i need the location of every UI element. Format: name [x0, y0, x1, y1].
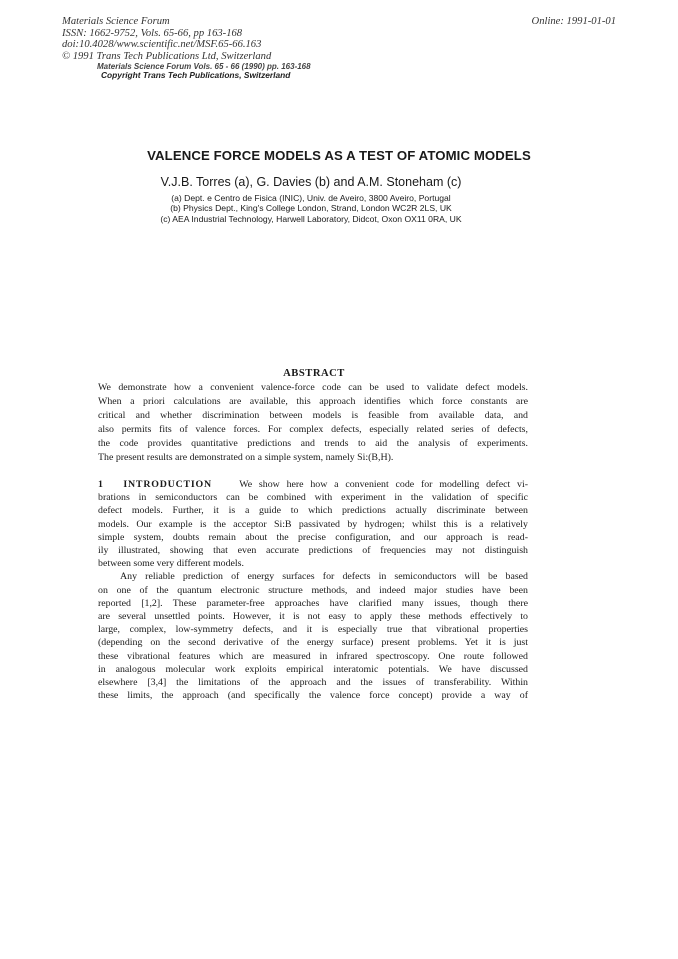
- paragraph-line: reported [1,2]. These parameter-free approaches have clarified many issues, though there: [98, 597, 528, 609]
- journal-strip: Materials Science Forum Vols. 65 - 66 (1990) pp. 163-168: [97, 62, 311, 71]
- introduction-line: brations in semiconductors can be combined with experiment in the validation of specific: [98, 492, 528, 504]
- introduction-section: [98, 478, 528, 702]
- publication-line: ISSN: 1662-9752, Vols. 65-66, pp 163-168: [62, 27, 243, 39]
- affiliation-a: (a) Dept. e Centro de Fisica (INIC), Univ. de Aveiro, 3800 Aveiro, Portugal: [171, 193, 451, 203]
- section-number: 1: [98, 479, 103, 490]
- paragraph-line: (depending on the second derivative of the energy surface) present problems. Yet it is just: [98, 637, 528, 649]
- affiliation-b: (b) Physics Dept., King's College London, Strand, London WC2R 2LS, UK: [170, 203, 452, 213]
- paragraph-line: these vibrational features which are measured in infrared spectroscopy. One route followed: [98, 650, 528, 662]
- paragraph-line: on one of the quantum electronic structure methods, and indeed major studies have been: [98, 584, 528, 596]
- doi-line: doi:10.4028/www.scientific.net/MSF.65-66.163: [62, 39, 262, 51]
- introduction-line: ily illustrated, showing that even accurate predictions of frequencies may not distinguish: [98, 545, 528, 557]
- introduction-line: simple system, doubts remain about the precise configuration, and our approach is read-: [98, 531, 528, 543]
- abstract-line: When a priori calculations are available, this approach identifies which force constants are: [98, 395, 528, 407]
- introduction-line: models. Our example is the acceptor Si:B passivated by hydrogen; whilst this is a relatively: [98, 518, 528, 530]
- paper-title: VALENCE FORCE MODELS AS A TEST OF ATOMIC MODELS: [147, 148, 531, 163]
- abstract-line: The present results are demonstrated on a simple system, namely Si:(B,H).: [98, 451, 394, 463]
- paper-authors: V.J.B. Torres (a), G. Davies (b) and A.M. Stoneham (c): [160, 175, 462, 189]
- affiliation-c: (c) AEA Industrial Technology, Harwell Laboratory, Didcot, Oxon OX11 0RA, UK: [160, 214, 462, 224]
- abstract-line: the code provides quantitative predictions and trends to aid the analysis of experiments.: [98, 437, 528, 449]
- paragraph-line: in analogous molecular work exploits empirical interatomic potentials. We have discussed: [98, 663, 528, 675]
- online-date: Online: 1991-01-01: [531, 16, 616, 27]
- abstract-line: critical and whether discrimination between models is feasible from available data, and: [98, 409, 528, 421]
- publication-line: © 1991 Trans Tech Publications Ltd, Switzerland: [62, 50, 272, 62]
- paragraph-line: are several unsettled points. However, it is not easy to apply these methods effectively to: [98, 611, 528, 623]
- introduction-first-line: [98, 478, 528, 491]
- publication-info: [62, 16, 271, 62]
- paragraph-line: elsewhere [3,4] the limitations of the approach and the issues of transferability. Within: [98, 677, 528, 689]
- abstract-line: We demonstrate how a convenient valence-force code can be used to validate defect models.: [98, 382, 528, 393]
- abstract-body: [98, 381, 528, 464]
- publication-line: Materials Science Forum: [62, 16, 170, 27]
- introduction-line: between some very different models.: [98, 558, 244, 570]
- paragraph-line: these limits, the approach (and specifically the valence force concept) provide a way of: [98, 690, 528, 702]
- paragraph-line: large, complex, low-symmetry defects, and it is especially true that vibrational properties: [98, 624, 528, 636]
- paragraph-line: Any reliable prediction of energy surfaces for defects in semiconductors will be based: [120, 571, 528, 583]
- abstract-heading: ABSTRACT: [283, 368, 345, 379]
- copyright-notice: Copyright Trans Tech Publications, Switzerland: [101, 70, 291, 80]
- introduction-line: defect models. Further, it is a guide to which predictions actually discriminate between: [98, 505, 528, 517]
- introduction-text: We show here how a convenient code for modelling defect vi-: [239, 479, 528, 490]
- abstract-line: also permits fits of valence forces. For complex defects, especially related series of defects,: [98, 423, 528, 435]
- section-heading: INTRODUCTION: [123, 479, 212, 490]
